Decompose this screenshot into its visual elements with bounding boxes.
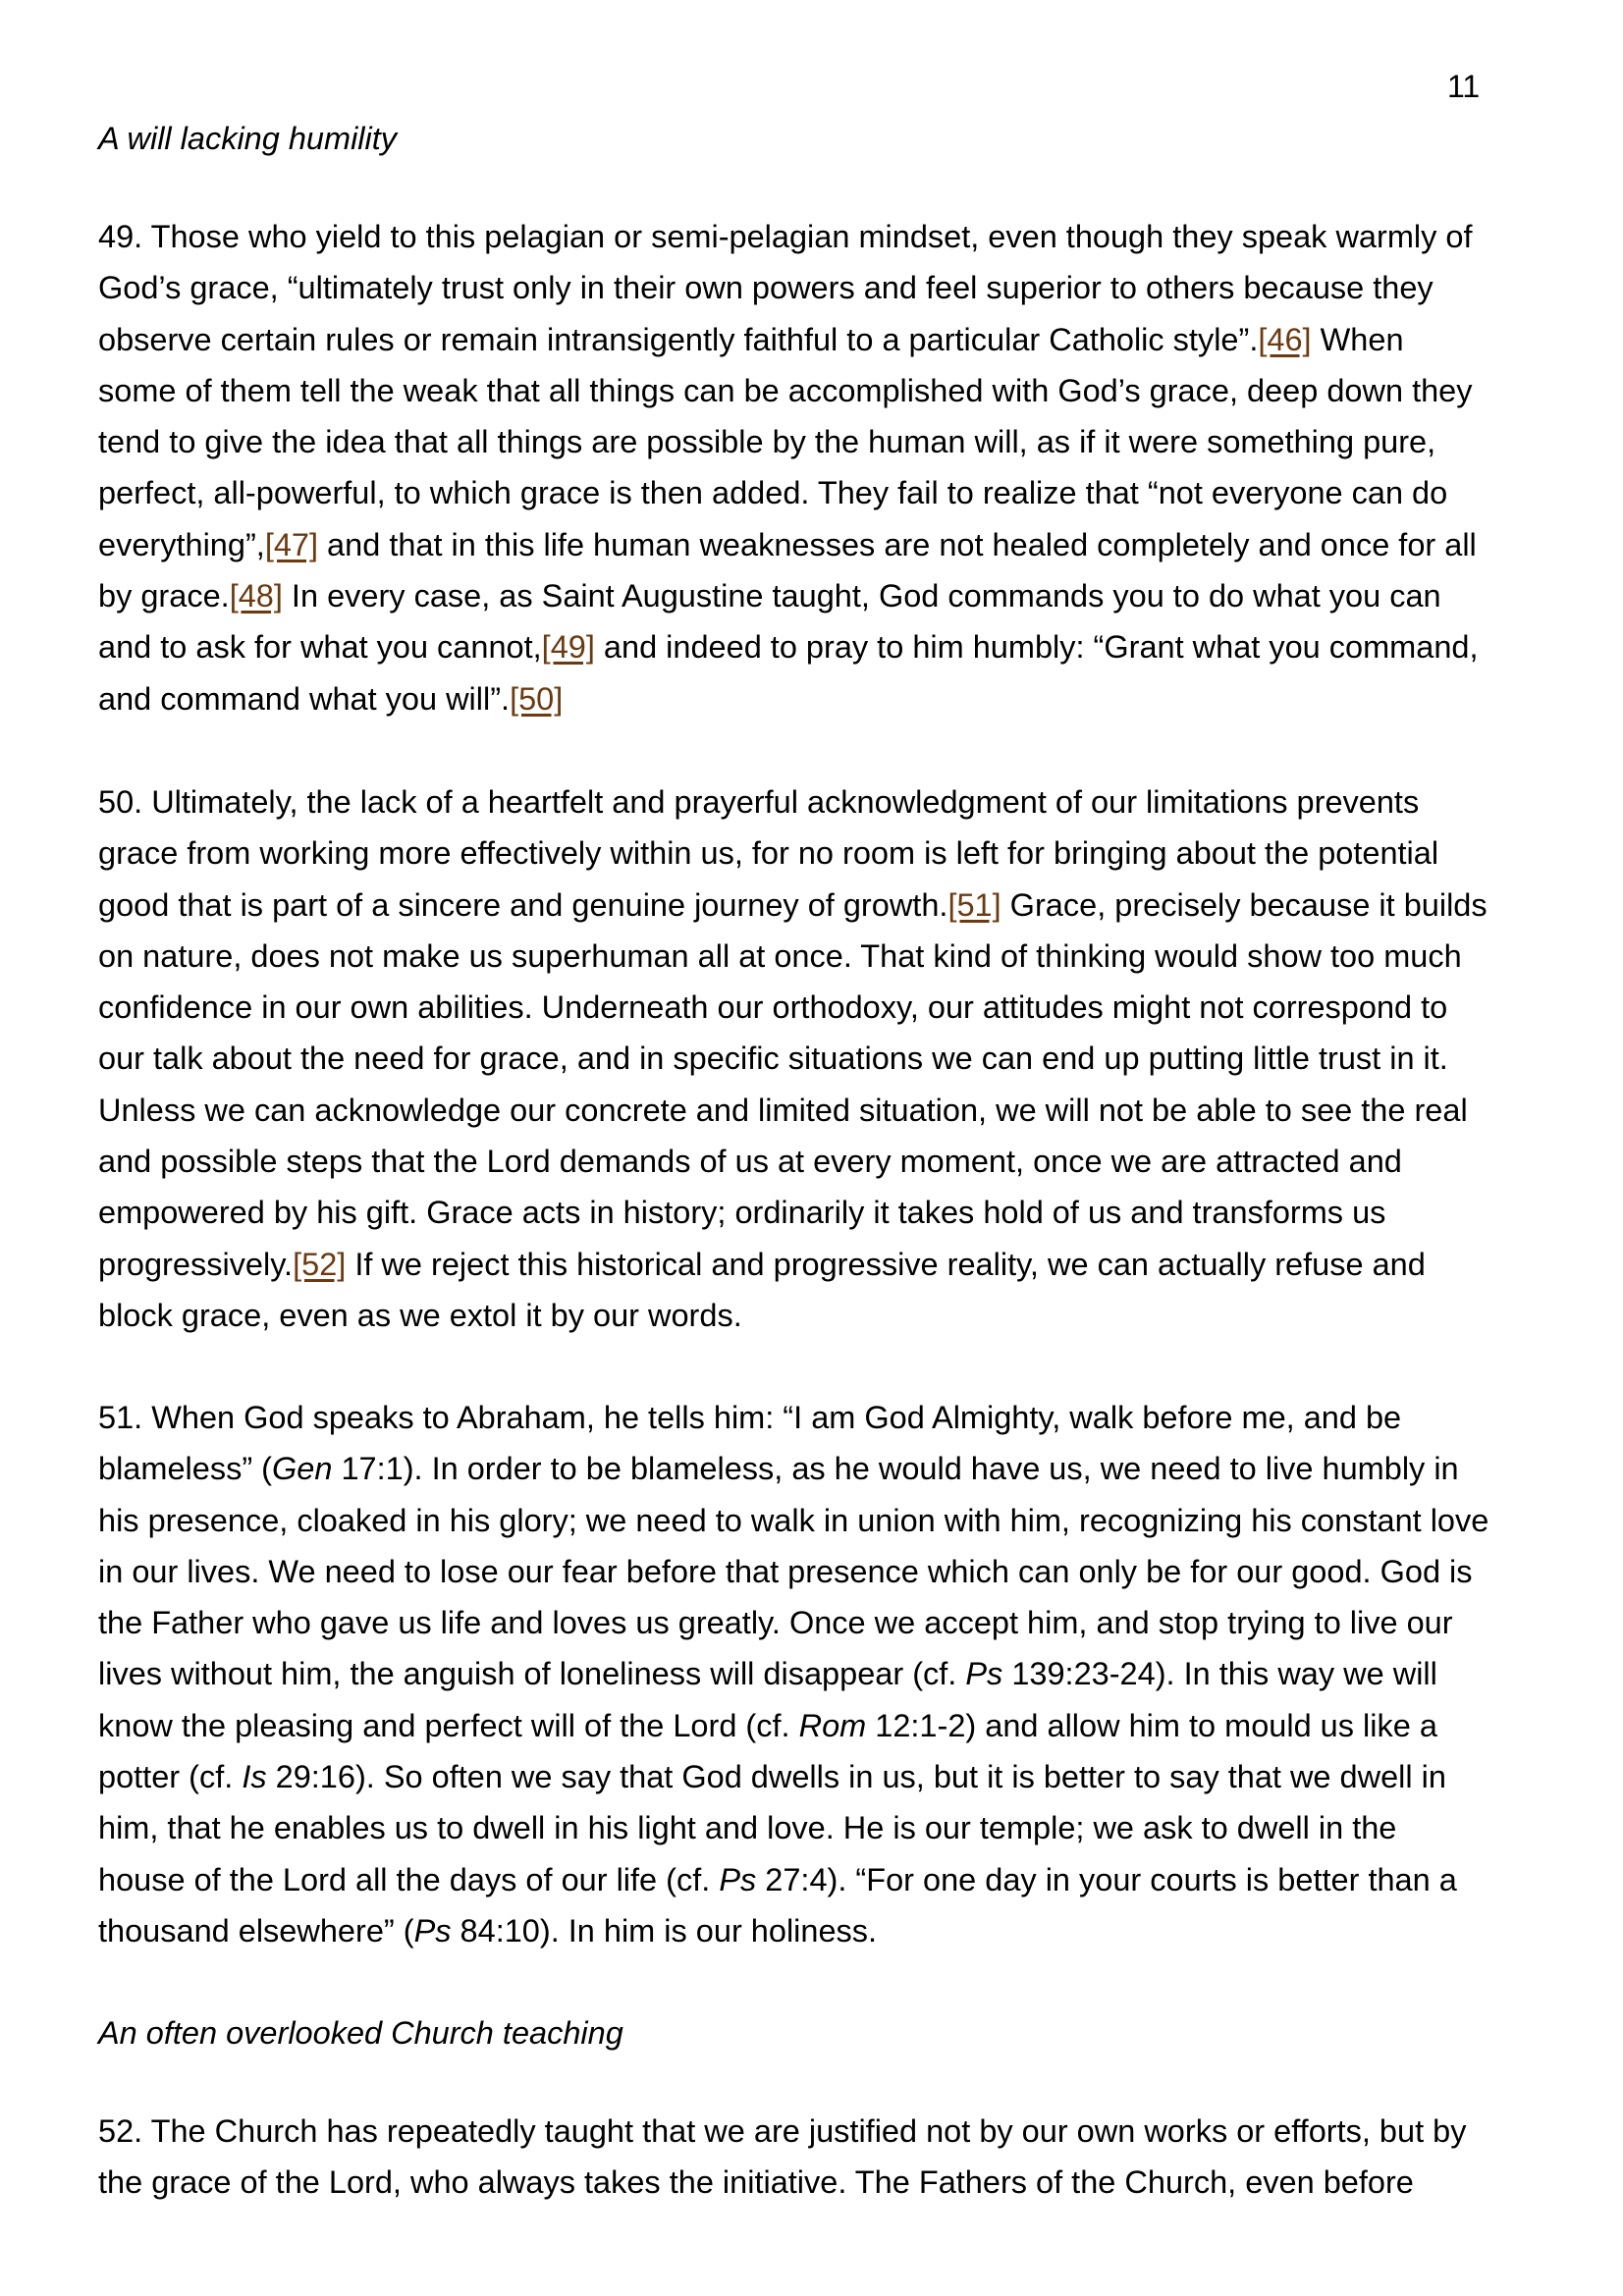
text-segment: on nature, does not make us superhuman all at once. That kind of thinking would show too much [98,937,1462,974]
text-segment: Grace, precisely because it builds [1001,886,1488,923]
text-segment: Unless we can acknowledge our concrete and limited situation, we will not be able to see the real [98,1092,1468,1128]
section-heading-text: An often overlooked Church teaching [98,2015,623,2051]
scripture-reference: Gen [272,1451,333,1487]
page-number: 11 [1447,69,1481,104]
scripture-reference: Ps [965,1656,1003,1692]
text-segment: empowered by his gift. Grace acts in history; ordinarily it takes hold of us and transforms us [98,1195,1386,1231]
text-segment: confidence in our own abilities. Underneath our orthodoxy, our attitudes might not correspond to [98,989,1448,1026]
text-segment: 50. Ultimately, the lack of a heartfelt and prayerful acknowledgment of our limitations prevents [98,784,1420,820]
text-line [98,1854,1591,1905]
text-segment: If we reject this historical and progressive reality, we can actually refuse and [346,1246,1426,1282]
text-segment: When [1311,321,1404,357]
text-segment: his presence, cloaked in his glory; we need to walk in union with him, recognizing his constant love [98,1502,1489,1538]
scripture-reference: Is [242,1759,267,1795]
text-segment: the grace of the Lord, who always takes the initiative. The Fathers of the Church, even before [98,2164,1414,2201]
text-line [98,931,1591,982]
text-line [98,365,1591,416]
text-line [98,1597,1591,1648]
paragraph-51 [98,1392,1591,1956]
footnote-link[interactable]: [47] [264,526,319,562]
text-segment: and indeed to pray to him humbly: “Grant what you command, [594,629,1479,666]
text-segment: and that in this life human weaknesses are not healed completely and once for all [318,526,1477,562]
text-line [98,570,1591,621]
text-line [98,1546,1591,1597]
text-segment: him, that he enables us to dwell in his light and love. He is our temple; we ask to dwell in the [98,1810,1397,1846]
footnote-link[interactable]: [48] [229,578,283,614]
text-segment: God’s grace, “ultimately trust only in their own powers and feel superior to others because they [98,270,1434,306]
text-line [98,673,1591,724]
paragraph-50 [98,776,1591,1341]
text-segment: 49. Those who yield to this pelagian or semi-pelagian mindset, even though they speak warmly of [98,219,1473,254]
text-segment: tend to give the idea that all things are possible by the human will, as if it were something pure, [98,424,1436,460]
footnote-link[interactable]: [46] [1258,321,1312,357]
text-line [98,1648,1591,1699]
text-line [98,1033,1591,1084]
text-line [98,2106,1591,2157]
text-line [98,621,1591,672]
paragraph-52 [98,2106,1591,2209]
text-line [98,1700,1591,1751]
scripture-reference: Ps [413,1912,452,1949]
text-line [98,1136,1591,1187]
text-segment: and possible steps that the Lord demands of us at every moment, once we are attracted and [98,1144,1402,1180]
text-segment: grace from working more effectively within us, for no room is left for bringing about the potential [98,835,1439,872]
text-line [98,1802,1591,1853]
footnote-link[interactable]: [49] [541,629,595,666]
text-line [98,1495,1591,1546]
text-segment: lives without him, the anguish of loneliness will disappear (cf. [98,1656,966,1692]
text-segment: 139:23-24). In this way we will [1002,1656,1437,1692]
text-line [98,776,1591,828]
text-segment: potter (cf. [98,1759,243,1795]
text-segment: the Father who gave us life and loves us greatly. Once we accept him, and stop trying to live our [98,1605,1453,1641]
text-segment: 17:1). In order to be blameless, as he would have us, we need to live humbly in [332,1451,1459,1487]
text-segment: 52. The Church has repeatedly taught that we are justified not by our own works or efforts, but by [98,2113,1467,2149]
text-segment: house of the Lord all the days of our life (cf. [98,1861,720,1897]
text-line [98,982,1591,1033]
text-line [98,416,1591,467]
text-segment: and command what you will”. [98,680,511,717]
text-line [98,880,1591,931]
text-segment: 12:1-2) and allow him to mould us like a [866,1707,1437,1743]
text-line [98,1290,1591,1341]
footnote-link[interactable]: [50] [510,680,564,717]
section-heading-text: A will lacking humility [98,121,398,156]
text-line [98,1085,1591,1136]
text-segment: observe certain rules or remain intransigently faithful to a particular Catholic style”. [98,321,1259,357]
text-line [98,314,1591,365]
footnote-link[interactable]: [52] [293,1246,347,1282]
text-segment: blameless” ( [98,1451,272,1487]
text-line [98,1905,1591,1956]
text-segment: some of them tell the weak that all things can be accomplished with God’s grace, deep down they [98,372,1473,408]
text-line [98,1187,1591,1238]
text-segment: 84:10). In him is our holiness. [451,1912,878,1949]
text-line [98,1239,1591,1290]
scripture-reference: Rom [798,1707,867,1743]
section-heading [98,113,1591,164]
text-segment: 27:4). “For one day in your courts is better than a [756,1861,1457,1897]
text-line [98,1443,1591,1494]
text-segment: block grace, even as we extol it by our words. [98,1297,742,1333]
text-segment: good that is part of a sincere and genuine journey of growth. [98,886,948,923]
text-segment: in our lives. We need to lose our fear before that presence which can only be for our good. God is [98,1553,1473,1589]
text-segment: 51. When God speaks to Abraham, he tells him: “I am God Almighty, walk before me, and be [98,1400,1402,1435]
text-segment: 29:16). So often we say that God dwells in us, but it is better to say that we dwell in [266,1759,1446,1795]
text-segment: In every case, as Saint Augustine taught, God commands you to do what you can [282,578,1441,614]
text-line [98,467,1591,518]
text-segment: thousand elsewhere” ( [98,1912,414,1949]
text-line [98,519,1591,570]
text-line [98,1751,1591,1802]
text-segment: and to ask for what you cannot, [98,629,542,666]
text-line [98,1392,1591,1443]
scripture-reference: Ps [719,1861,757,1897]
footnote-link[interactable]: [51] [947,886,1001,923]
text-segment: our talk about the need for grace, and in specific situations we can end up putting little trust in it. [98,1041,1448,1077]
text-line [98,828,1591,879]
section-heading [98,2007,1591,2058]
text-segment: know the pleasing and perfect will of the Lord (cf. [98,1707,799,1743]
text-segment: by grace. [98,578,230,614]
text-segment: perfect, all-powerful, to which grace is then added. They fail to realize that “not everyone can do [98,475,1448,511]
text-line [98,2157,1591,2208]
text-segment: progressively. [98,1246,294,1282]
text-line [98,262,1591,313]
text-segment: everything”, [98,526,265,562]
paragraph-49 [98,211,1591,724]
text-line [98,211,1591,262]
